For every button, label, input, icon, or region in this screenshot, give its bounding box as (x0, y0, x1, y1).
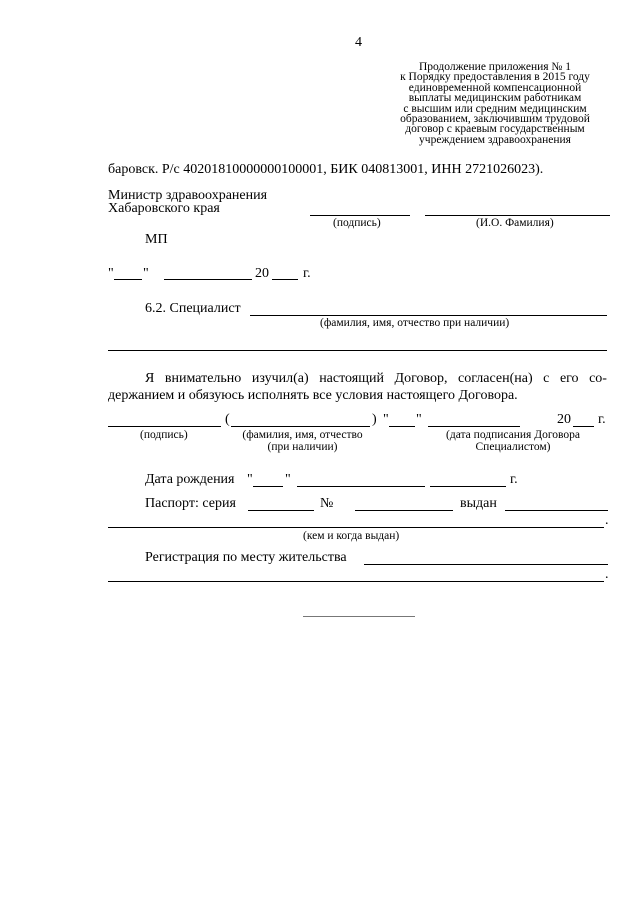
agreement-word: его (559, 371, 579, 386)
agreement-line-1 (145, 371, 607, 387)
bank-details-line: баровск. Р/с 40201810000000100001, БИК 040813001, ИНН 2721026023). (108, 162, 544, 177)
birth-date-label: Дата рождения (145, 472, 235, 487)
registration-end-dot: . (605, 567, 609, 582)
header-line: с высшим или средним медицинским (403, 102, 587, 115)
passport-issued-field[interactable] (505, 510, 608, 511)
date-day-field[interactable] (114, 279, 142, 280)
date-year-prefix: 20 (255, 266, 269, 281)
minister-title: Министр здравоохранения (108, 188, 268, 203)
agreement-word: Я (145, 371, 155, 386)
caption-line: (фамилия, имя, отчество (242, 429, 363, 441)
specialist-fullname-field[interactable] (231, 426, 370, 427)
header-line: договор с краевым государственным (405, 123, 585, 136)
agreement-word: согласен(на) (458, 371, 533, 386)
sign-date-month-field[interactable] (428, 426, 520, 427)
registration-label: Регистрация по месту жительства (145, 550, 347, 565)
passport-number-field[interactable] (355, 510, 453, 511)
specialist-fullname-caption (225, 429, 380, 453)
sign-date-quote-open: " (383, 412, 389, 427)
specialist-label: 6.2. Специалист (145, 301, 241, 316)
passport-series-label: Паспорт: серия (145, 496, 236, 511)
header-line: выплаты медицинским работникам (408, 92, 582, 105)
header-line: Продолжение приложения № 1 (418, 61, 572, 73)
header-line: к Порядку предоставления в 2015 году (400, 71, 590, 84)
stamp-place-label: МП (145, 232, 168, 247)
header-line: единовременной компенсационной (408, 81, 582, 94)
date-year-suffix: г. (303, 266, 311, 281)
passport-number-label: № (320, 496, 334, 511)
passport-issued-caption: (кем и когда выдан) (303, 530, 400, 542)
sign-date-year-field[interactable] (573, 426, 594, 427)
passport-end-dot: . (605, 513, 609, 528)
minister-name-caption: (И.О. Фамилия) (476, 217, 554, 229)
date-year-field[interactable] (272, 279, 298, 280)
passport-series-field[interactable] (248, 510, 314, 511)
agreement-word: Договор, (394, 371, 448, 386)
passport-issued-label: выдан (460, 496, 497, 511)
caption-line: (при наличии) (267, 441, 338, 453)
header-line: учреждением здравоохранения (419, 133, 571, 146)
specialist-signature-field[interactable] (108, 426, 221, 427)
birth-year-field[interactable] (430, 486, 506, 487)
registration-address-field[interactable] (364, 564, 608, 565)
caption-line: (дата подписания Договора (446, 429, 580, 441)
registration-address-field-continued[interactable] (108, 581, 604, 582)
agreement-word: внимательно (164, 371, 242, 386)
name-open-paren: ( (225, 412, 230, 427)
sign-date-year-suffix: г. (598, 412, 606, 427)
passport-issued-field-continued[interactable] (108, 527, 604, 528)
sign-date-year-prefix: 20 (557, 412, 571, 427)
sign-date-quote-close: " (416, 412, 422, 427)
minister-signature-line[interactable] (310, 215, 410, 216)
specialist-name-field-continued[interactable] (108, 350, 607, 351)
header-block (380, 62, 610, 145)
agreement-line-2: держанием и обязуюсь исполнять все условия настоящего Договора. (108, 388, 518, 403)
minister-name-line[interactable] (425, 215, 610, 216)
date-quote-close: " (143, 266, 149, 281)
minister-region: Хабаровского края (108, 201, 220, 216)
page-number: 4 (355, 35, 362, 50)
birth-quote-open: " (247, 472, 253, 487)
name-close-paren: ) (372, 412, 377, 427)
agreement-word: с (543, 371, 550, 386)
sign-date-caption (428, 429, 598, 453)
birth-month-field[interactable] (297, 486, 425, 487)
minister-signature-caption: (подпись) (333, 217, 381, 229)
header-line: образованием, заключившим трудовой (400, 113, 590, 126)
date-quote-open: " (108, 266, 114, 281)
specialist-signature-caption: (подпись) (140, 429, 188, 441)
caption-line: Специалистом) (475, 441, 551, 453)
birth-year-suffix: г. (510, 472, 518, 487)
specialist-name-caption: (фамилия, имя, отчество при наличии) (320, 317, 510, 329)
sign-date-day-field[interactable] (389, 426, 415, 427)
specialist-name-field[interactable] (250, 315, 607, 316)
birth-quote-close: " (285, 472, 291, 487)
agreement-word: со- (589, 371, 607, 386)
agreement-word: изучил(а) (251, 371, 309, 386)
closing-separator (303, 616, 415, 617)
birth-day-field[interactable] (253, 486, 283, 487)
agreement-word: настоящий (319, 371, 384, 386)
date-month-field[interactable] (164, 279, 252, 280)
